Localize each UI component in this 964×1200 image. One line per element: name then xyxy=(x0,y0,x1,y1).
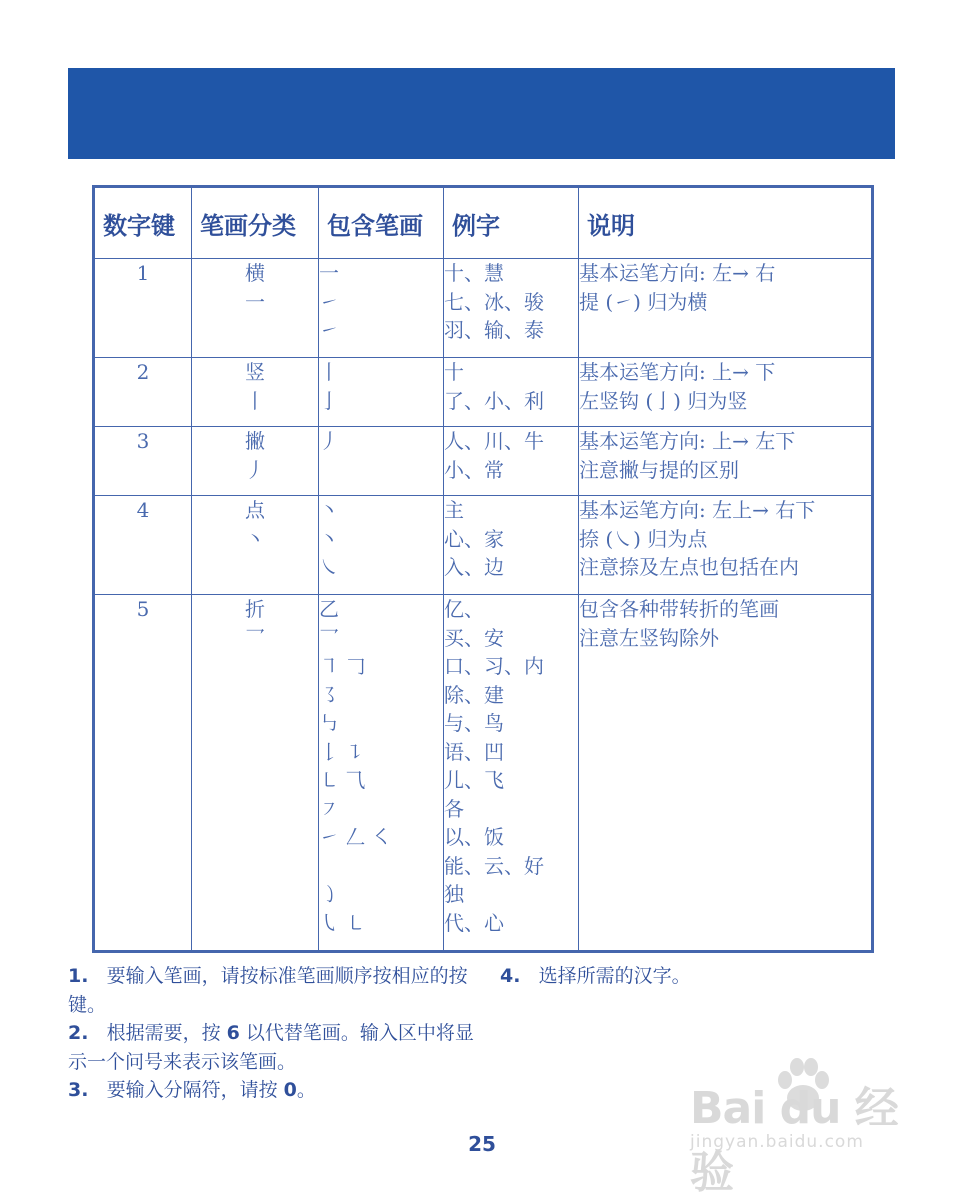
example-line: 能、云、好 xyxy=(444,853,544,878)
watermark-brand: Bai du 经验 xyxy=(690,1083,898,1198)
example-line: 口、习、内 xyxy=(444,654,544,678)
stroke-category xyxy=(192,496,319,595)
stroke-glyph: 亅 xyxy=(319,388,339,413)
description-line: 包含各种带转折的笔画 xyxy=(579,597,779,621)
example-line: 语、凹 xyxy=(444,739,504,764)
stroke-glyph: 丿 xyxy=(319,429,339,453)
header-included-strokes: 包含笔画 xyxy=(319,187,444,259)
instructions-right xyxy=(500,962,880,991)
category-name: 折 xyxy=(245,597,265,621)
stroke-glyph: ㇇ xyxy=(319,796,339,821)
description-line: 基本运笔方向: 上→ 左下 xyxy=(579,429,796,453)
table-row xyxy=(94,595,873,952)
example-line: 十、慧 xyxy=(444,261,504,285)
example-chars xyxy=(444,496,579,595)
example-line: 代、心 xyxy=(444,910,504,935)
stroke-glyph: 丨 xyxy=(319,360,339,384)
instruction-number: 1. xyxy=(68,965,89,987)
example-line: 除、建 xyxy=(444,682,504,707)
example-chars xyxy=(444,427,579,496)
example-line: 了、小、利 xyxy=(444,388,544,413)
stroke-glyph: ㇂ ㇄ xyxy=(319,910,366,935)
category-name: 竖 xyxy=(245,360,265,384)
stroke-glyph: 丶 xyxy=(319,526,339,551)
stroke-glyph: ㇄ ⺄ xyxy=(319,768,366,792)
category-name: 撇 xyxy=(245,429,265,453)
instruction-number: 3. xyxy=(68,1079,89,1101)
category-name: 横 xyxy=(245,261,265,285)
stroke-glyph: 丶 xyxy=(319,498,339,522)
stroke-glyph: ㇉ xyxy=(319,711,339,735)
included-strokes xyxy=(319,259,444,358)
instruction-item xyxy=(68,962,478,1019)
included-strokes xyxy=(319,427,444,496)
description-line: 提 (㇀) 归为横 xyxy=(579,289,708,314)
stroke-glyph: ㇀ xyxy=(319,289,339,314)
example-line: 各 xyxy=(444,796,464,821)
description-line: 基本运笔方向: 左→ 右 xyxy=(579,261,776,285)
category-name: 点 xyxy=(245,498,265,522)
header-examples: 例字 xyxy=(444,187,579,259)
stroke-glyph: ㇕ 𠃌 xyxy=(319,654,366,678)
header-stroke-category: 笔画分类 xyxy=(192,187,319,259)
description-line: 注意撇与提的区别 xyxy=(579,457,739,482)
example-line: 心、家 xyxy=(444,526,504,551)
category-symbol: 丿 xyxy=(245,457,265,482)
description xyxy=(579,427,873,496)
stroke-glyph: ㇌ xyxy=(319,682,339,707)
description-line: 基本运笔方向: 上→ 下 xyxy=(579,360,776,384)
example-line: 人、川、牛 xyxy=(444,429,544,453)
example-line: 买、安 xyxy=(444,625,504,650)
instruction-text: 要输入笔画，请按标准笔画顺序按相应的按键。 xyxy=(68,965,468,1016)
example-line: 亿、 xyxy=(444,597,484,621)
category-symbol: 一 xyxy=(245,289,265,314)
description xyxy=(579,358,873,427)
stroke-category xyxy=(192,595,319,952)
instruction-text: 要输入分隔符，请按 xyxy=(106,1079,278,1101)
included-strokes xyxy=(319,496,444,595)
number-key: 5 xyxy=(94,595,192,952)
key-0: 0 xyxy=(283,1079,297,1101)
example-line: 十 xyxy=(444,360,464,384)
number-key: 3 xyxy=(94,427,192,496)
instruction-text: 根据需要，按 xyxy=(106,1022,221,1044)
category-symbol: 乛 xyxy=(245,625,265,650)
example-chars xyxy=(444,259,579,358)
example-line: 独 xyxy=(444,882,464,906)
included-strokes xyxy=(319,595,444,952)
example-line: 羽、输、泰 xyxy=(444,318,544,342)
stroke-glyph: 乙 xyxy=(319,597,339,621)
description-line: 基本运笔方向: 左上→ 右下 xyxy=(579,498,816,522)
number-key: 1 xyxy=(94,259,192,358)
stroke-glyph: ㇁ xyxy=(319,882,339,906)
table-row xyxy=(94,496,873,595)
stroke-glyph: ㇀ 𠃋 ㇛ xyxy=(319,825,392,849)
included-strokes xyxy=(319,358,444,427)
table-header-row xyxy=(94,187,873,259)
category-symbol: 丨 xyxy=(245,388,265,413)
description xyxy=(579,595,873,952)
example-line: 小、常 xyxy=(444,457,504,482)
page-number: 25 xyxy=(468,1132,496,1156)
table-row xyxy=(94,259,873,358)
key-6: 6 xyxy=(226,1022,240,1044)
table-row xyxy=(94,358,873,427)
table-row xyxy=(94,427,873,496)
example-line: 以、饭 xyxy=(444,825,504,849)
example-chars xyxy=(444,358,579,427)
stroke-glyph: ㇏ xyxy=(319,555,339,579)
stroke-glyph: ㇀ xyxy=(319,318,339,342)
stroke-glyph xyxy=(319,852,443,881)
number-key: 4 xyxy=(94,496,192,595)
watermark-url: jingyan.baidu.com xyxy=(690,1132,864,1152)
example-line: 七、冰、骏 xyxy=(444,289,544,314)
description-line: 左竖钩 (亅) 归为竖 xyxy=(579,388,748,413)
example-chars xyxy=(444,595,579,952)
example-line: 与、鸟 xyxy=(444,711,504,735)
stroke-category xyxy=(192,427,319,496)
description-line: 捺 (㇏) 归为点 xyxy=(579,526,708,551)
stroke-category xyxy=(192,358,319,427)
instruction-text: 。 xyxy=(296,1079,316,1101)
category-symbol: 丶 xyxy=(245,526,265,551)
stroke-glyph: 𠄌 ㇊ xyxy=(319,739,366,764)
instructions-left xyxy=(68,962,478,1105)
instruction-number: 2. xyxy=(68,1022,89,1044)
instruction-text: 以代替笔画。输入区中将显示一个问号来表示该笔画。 xyxy=(68,1022,474,1073)
header-banner xyxy=(68,68,895,159)
description-line: 注意捺及左点也包括在内 xyxy=(579,555,799,579)
example-line: 儿、飞 xyxy=(444,768,504,792)
instruction-text: 选择所需的汉字。 xyxy=(538,965,691,987)
description xyxy=(579,496,873,595)
header-number-key: 数字键 xyxy=(94,187,192,259)
instruction-item xyxy=(68,1019,478,1076)
instruction-number: 4. xyxy=(500,965,521,987)
description-line: 注意左竖钩除外 xyxy=(579,625,719,650)
example-line: 入、边 xyxy=(444,555,504,579)
stroke-glyph: 乛 xyxy=(319,625,339,650)
stroke-table xyxy=(92,185,874,953)
stroke-category xyxy=(192,259,319,358)
instruction-item xyxy=(68,1076,478,1105)
stroke-glyph: 一 xyxy=(319,261,339,285)
number-key: 2 xyxy=(94,358,192,427)
header-description: 说明 xyxy=(579,187,873,259)
instruction-item xyxy=(500,962,880,991)
example-line: 主 xyxy=(444,498,464,522)
description xyxy=(579,259,873,358)
